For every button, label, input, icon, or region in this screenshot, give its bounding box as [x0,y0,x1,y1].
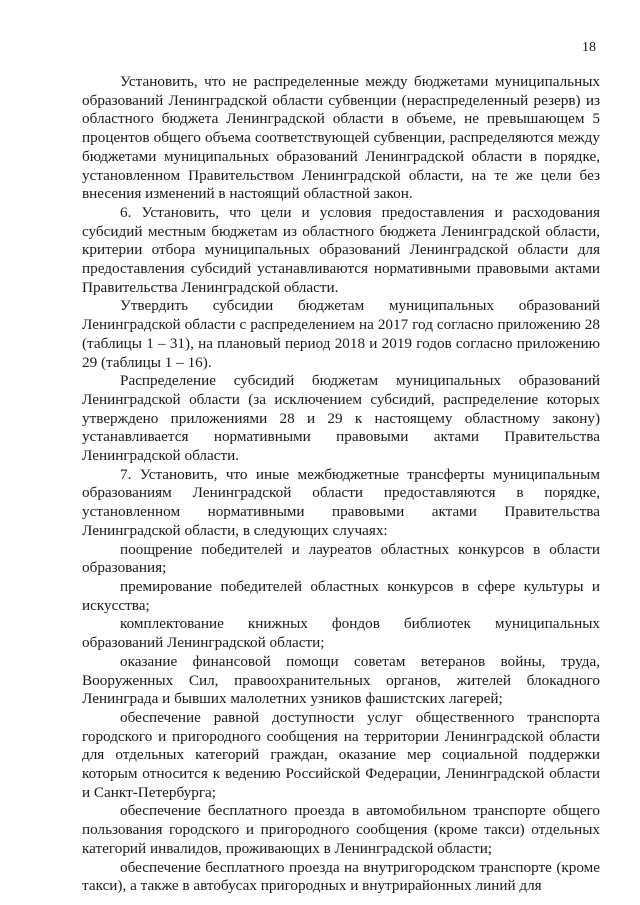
paragraph-reserve-subventions: Установить, что не распределенные между бюджетами муниципальных образований Ленинградской области субвенции (нераспределенный резерв) из областного бюджета Ленинградской области в объеме, не превышающем 5 процентов общего объема соответствующей субвенции, распределяются между бюджетами муниципальных образований Ленинградской области в порядке, установленном Правительством Ленинградской области, на те же цели без внесения изменений в настоящий областной закон. [82,73,600,203]
list-item: обеспечение бесплатного проезда на внутригородском транспорте (кроме такси), а также в автобусах пригородных и внутрирайонных линий для [82,858,600,895]
document-body [82,73,600,896]
paragraph-approve-subsidies: Утвердить субсидии бюджетам муниципальных образований Ленинградской области с распределением на 2017 год согласно приложению 28 (таблицы 1 – 31), на плановый период 2018 и 2019 годов согласно приложению 29 (таблицы 1 – 16). [82,297,600,371]
list-item: обеспечение бесплатного проезда в автомобильном транспорте общего пользования городского и пригородного сообщения (кроме такси) отдельных категорий инвалидов, проживающих в Ленинградской области; [82,802,600,857]
paragraph-item-6: 6. Установить, что цели и условия предоставления и расходования субсидий местным бюджетам из областного бюджета Ленинградской области, критерии отбора муниципальных образований Ленинградской области для предоставления субсидий устанавливаются нормативными правовыми актами Правительства Ленинградской области. [82,203,600,296]
list-item: премирование победителей областных конкурсов в сфере культуры и искусства; [82,577,600,614]
list-item: комплектование книжных фондов библиотек муниципальных образований Ленинградской области; [82,615,600,652]
list-item: поощрение победителей и лауреатов областных конкурсов в области образования; [82,540,600,577]
paragraph-subsidy-distribution: Распределение субсидий бюджетам муниципальных образований Ленинградской области (за исключением субсидий, распределение которых утверждено приложениями 28 и 29 к настоящему областному закону) устанавливается нормативными правовыми актами Правительства Ленинградской области. [82,372,600,465]
list-item: оказание финансовой помощи советам ветеранов войны, труда, Вооруженных Сил, правоохранительных органов, жителей блокадного Ленинграда и бывших малолетних узников фашистских лагерей; [82,652,600,708]
list-item: обеспечение равной доступности услуг общественного транспорта городского и пригородного сообщения на территории Ленинградской области для отдельных категорий граждан, оказание мер социальной поддержки которым относится к ведению Российской Федерации, Ленинградской области и Санкт-Петербурга; [82,708,600,801]
paragraph-item-7: 7. Установить, что иные межбюджетные трансферты муниципальным образованиям Ленинградской области предоставляются в порядке, установленном нормативными правовыми актами Правительства Ленинградской области, в следующих случаях: [82,465,600,539]
page-number: 18 [582,40,596,55]
